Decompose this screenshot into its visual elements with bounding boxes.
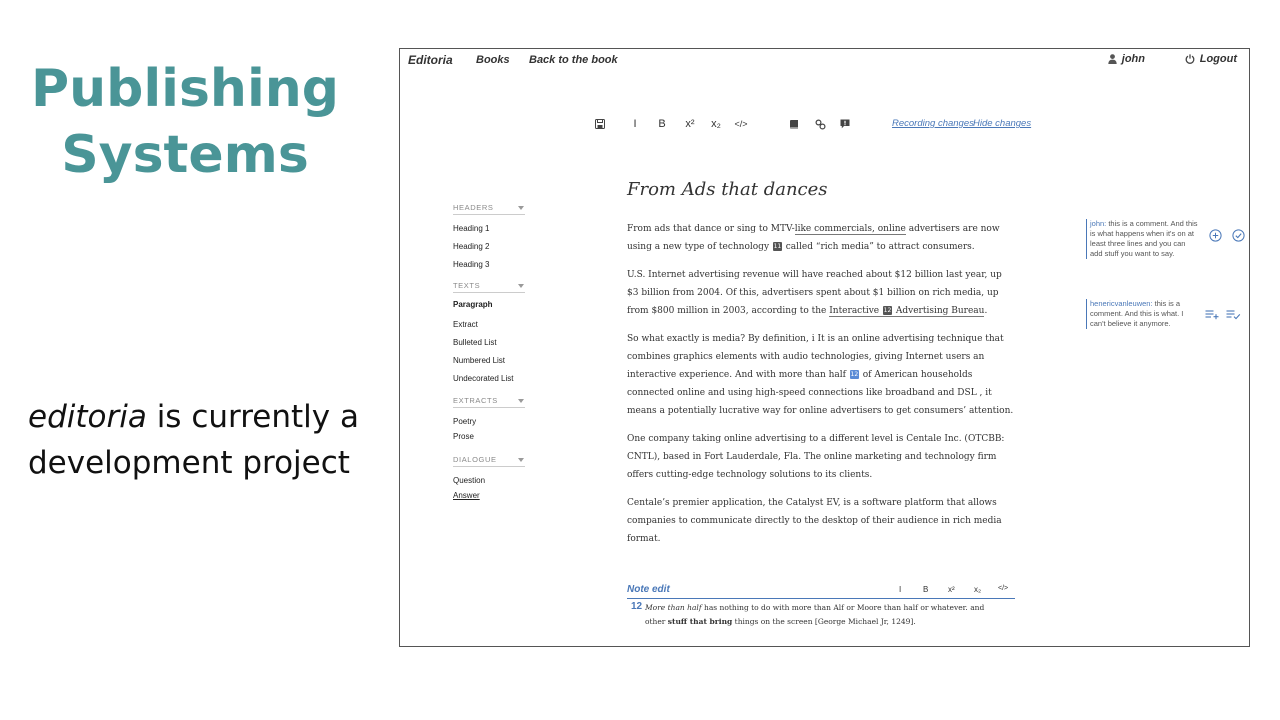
tracked-change[interactable]: like commercials, online xyxy=(794,224,906,234)
caption-text: is currently a development project xyxy=(28,399,359,481)
style-heading-1[interactable]: Heading 1 xyxy=(453,224,490,233)
comment-text: this is a comment. And this is what happens when it's on at least three lines and you can add stuff you want to say. xyxy=(1090,219,1198,258)
user-menu[interactable] xyxy=(1108,53,1145,65)
style-poetry[interactable]: Poetry xyxy=(453,417,477,426)
chevron-down-icon xyxy=(518,458,524,462)
group-dialogue-label: DIALOGUE xyxy=(453,455,497,464)
paragraph-2[interactable] xyxy=(627,266,1015,320)
chevron-down-icon xyxy=(518,399,524,403)
group-headers[interactable] xyxy=(453,203,525,215)
style-extract[interactable]: Extract xyxy=(453,320,478,329)
hide-changes-toggle[interactable]: Hide changes xyxy=(973,118,1032,129)
slide-title xyxy=(20,56,350,188)
comment-author: john: xyxy=(1090,219,1107,228)
slide-title-line-2: Systems xyxy=(61,125,309,185)
recording-changes-toggle[interactable]: Recording changes xyxy=(892,118,974,129)
chevron-down-icon xyxy=(518,206,524,210)
text-span: U.S. Internet advertising revenue will have reached about $12 billion last year, up $3 billion from 2004. Of this, advertisers spent about $1 billion on rich media, up from $800 million in 2003, according to the xyxy=(627,270,1002,316)
username: john xyxy=(1121,53,1145,65)
group-extracts-label: EXTRACTS xyxy=(453,396,498,405)
text-span: Advertising Bureau xyxy=(893,306,985,316)
note-toolbar xyxy=(895,585,1015,597)
document-title[interactable]: From Ads that dances xyxy=(627,179,828,200)
user-icon xyxy=(1108,54,1117,64)
style-paragraph[interactable]: Paragraph xyxy=(453,300,493,309)
editoria-app-window xyxy=(399,48,1250,647)
logout-button[interactable] xyxy=(1185,53,1237,65)
code-button[interactable]: </> xyxy=(734,119,748,129)
note-marker[interactable]: 11 xyxy=(773,243,782,250)
power-icon xyxy=(1185,54,1195,64)
note-bold-button[interactable]: B xyxy=(923,585,929,594)
note-subscript-button[interactable]: x₂ xyxy=(974,585,982,594)
comment-text: this is a comment. And this is what. I can't believe it anymore. xyxy=(1090,299,1184,328)
italic-button[interactable]: I xyxy=(633,118,637,130)
note-emphasis: More than half xyxy=(645,603,702,612)
style-answer[interactable]: Answer xyxy=(453,491,480,500)
note-text: things on the screen [George Michael Jr, 1249]. xyxy=(732,617,916,626)
link-icon[interactable] xyxy=(814,117,826,131)
paragraph-3[interactable] xyxy=(627,330,1015,420)
style-heading-2[interactable]: Heading 2 xyxy=(453,242,490,251)
text-span: . xyxy=(984,306,988,316)
note-editor xyxy=(627,584,1015,634)
paragraph-4[interactable]: One company taking online advertising to a different level is Centale Inc. (OTCBB: CNTL), based in Fort Lauderdale, Fla. The online marketing and technology firm offers cutting-edge technology solutions to its clients. xyxy=(627,434,1005,480)
text-span: of American households connected online and using high-speed connections like broadband and DSL , it means a potentially lucrative way for online advertisers to get consumers’ attention. xyxy=(627,370,1014,416)
brand-logo[interactable]: Editoria xyxy=(408,53,453,67)
note-superscript-button[interactable]: x² xyxy=(948,585,955,594)
check-circle-icon[interactable] xyxy=(1232,229,1245,242)
style-numbered-list[interactable]: Numbered List xyxy=(453,356,506,365)
note-code-button[interactable]: </> xyxy=(998,585,1009,592)
editor-toolbar xyxy=(400,117,1249,131)
slide-caption xyxy=(28,394,388,486)
text-span: called “rich media” to attract consumers. xyxy=(782,242,975,252)
paragraph-5[interactable]: Centale’s premier application, the Catalyst EV, is a software platform that allows companies to communicate directly to the desktop of their audience in rich media format. xyxy=(627,498,1002,544)
style-question[interactable]: Question xyxy=(453,476,486,485)
nav-books-link[interactable]: Books xyxy=(476,54,510,66)
book-icon[interactable] xyxy=(788,117,800,131)
subscript-button[interactable]: x₂ xyxy=(711,118,721,130)
comment-author: henericvanleuwen: xyxy=(1090,299,1153,308)
reject-change-icon[interactable] xyxy=(1226,309,1241,320)
style-bulleted-list[interactable]: Bulleted List xyxy=(453,338,497,347)
top-navigation-bar xyxy=(400,49,1249,71)
bold-button[interactable]: B xyxy=(658,118,666,130)
note-bold-text: stuff that bring xyxy=(667,617,733,626)
group-dialogue[interactable] xyxy=(453,455,525,467)
text-span: From ads that dance or sing to MTV- xyxy=(627,224,795,234)
group-headers-label: HEADERS xyxy=(453,203,494,212)
note-marker-active[interactable]: 12 xyxy=(850,371,859,378)
save-icon[interactable] xyxy=(594,117,606,131)
note-text: has nothing to do with more than Alf or Moore than half or whatever. and other xyxy=(645,603,985,626)
text-span: advertisers are now using a new type of technology xyxy=(627,224,1000,252)
note-number: 12 xyxy=(631,601,643,612)
tracked-change[interactable] xyxy=(829,306,984,317)
chevron-down-icon xyxy=(518,284,524,288)
group-texts-label: TEXTS xyxy=(453,281,481,290)
nav-back-to-book-link[interactable]: Back to the book xyxy=(529,54,618,66)
add-circle-icon[interactable] xyxy=(1209,229,1222,242)
style-prose[interactable]: Prose xyxy=(453,432,474,441)
paragraph-1[interactable] xyxy=(627,220,1015,256)
group-texts[interactable] xyxy=(453,281,525,293)
note-marker[interactable]: 12 xyxy=(883,307,892,314)
group-extracts[interactable] xyxy=(453,396,525,408)
slide-title-line-1: Publishing xyxy=(30,59,340,119)
superscript-button[interactable]: x² xyxy=(685,118,695,130)
text-span: So what exactly is media? By definition, i It is an online advertising technique that combines graphics elements with audio technologies, giving Internet users an interactive experience. And with more than half xyxy=(627,334,1004,380)
caption-product-name: editoria xyxy=(28,399,147,435)
comment-add-icon[interactable] xyxy=(839,117,851,131)
divider xyxy=(627,598,1015,599)
comment-1[interactable] xyxy=(1086,219,1200,259)
style-undecorated-list[interactable]: Undecorated List xyxy=(453,374,514,383)
note-text-area[interactable] xyxy=(645,601,985,629)
text-span: Interactive xyxy=(829,306,882,316)
accept-change-icon[interactable] xyxy=(1205,309,1220,320)
comment-2[interactable] xyxy=(1086,299,1200,329)
logout-label: Logout xyxy=(1199,53,1237,65)
note-editor-title: Note edit xyxy=(627,584,670,595)
style-heading-3[interactable]: Heading 3 xyxy=(453,260,490,269)
note-italic-button[interactable]: I xyxy=(899,585,902,594)
